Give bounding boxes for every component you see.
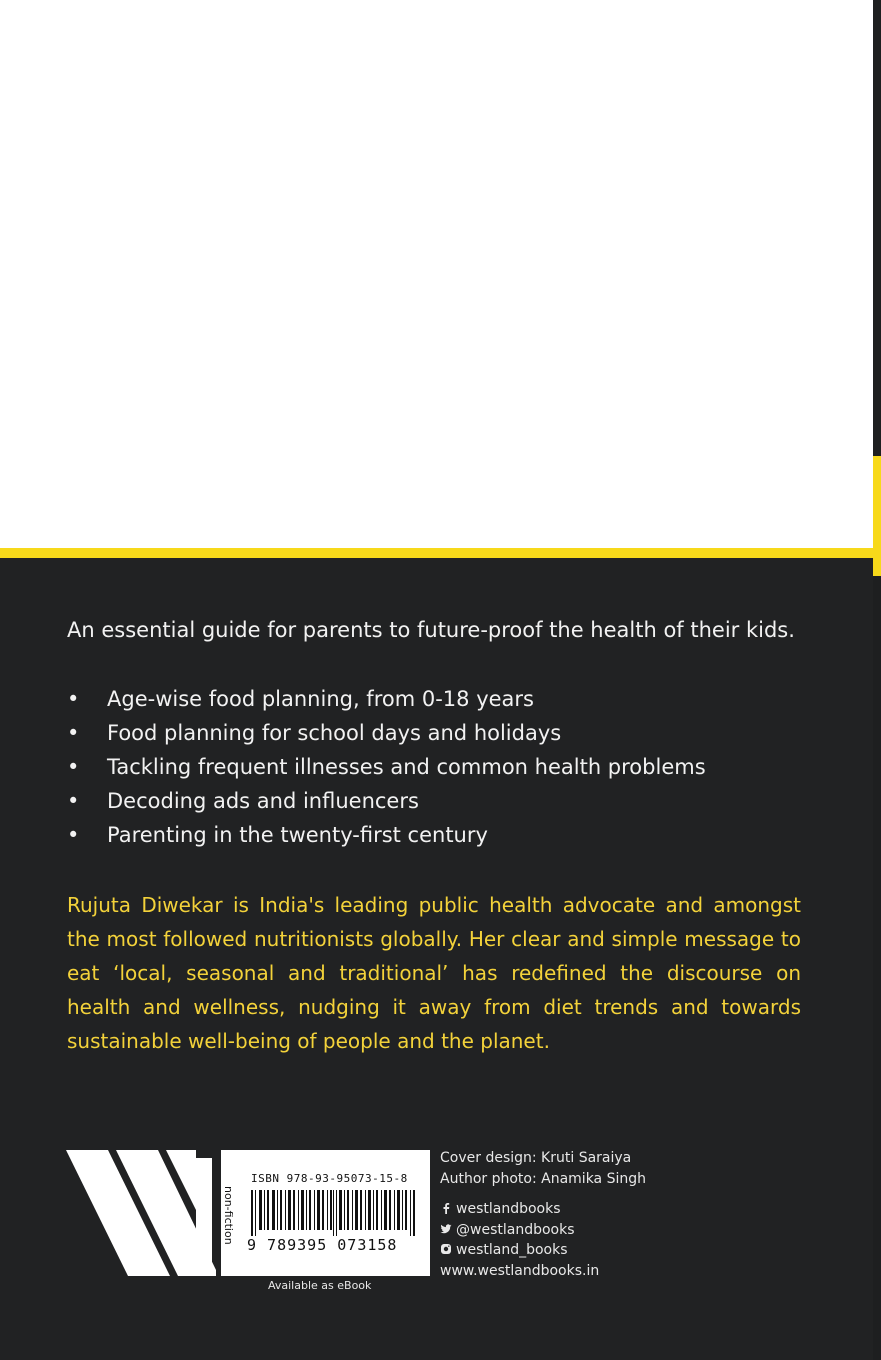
bullet-icon: • bbox=[67, 789, 80, 813]
credits bbox=[440, 1148, 646, 1190]
author-bio: Rujuta Diwekar is India's leading public health advocate and amongst the most followed nutritionists globally. Her clear and simple message to eat ‘local, seasonal and traditional’ has redefined the discourse on health and wellness, nudging it away from diet trends and towards sustainable well-being of people and the planet. bbox=[67, 893, 801, 1053]
cover-design-credit: Cover design: Kruti Saraiya bbox=[440, 1150, 632, 1166]
twitter-icon bbox=[440, 1223, 452, 1235]
author-photo-credit: Author photo: Anamika Singh bbox=[440, 1171, 646, 1187]
genre-label: non-fiction bbox=[222, 1186, 235, 1245]
ean-number: 9 789395 073158 bbox=[247, 1236, 398, 1254]
list-item: • Parenting in the twenty-first century bbox=[67, 820, 706, 854]
isbn-text: ISBN 978-93-95073-15-8 bbox=[251, 1172, 408, 1185]
list-item: • Tackling frequent illnesses and common health problems bbox=[67, 752, 706, 786]
social-links bbox=[440, 1199, 599, 1281]
barcode-bars bbox=[251, 1190, 419, 1236]
twitter-link[interactable]: @westlandbooks bbox=[440, 1220, 599, 1241]
facebook-link[interactable]: westlandbooks bbox=[440, 1199, 599, 1220]
list-item: • Food planning for school days and holidays bbox=[67, 718, 706, 752]
spine-accent bbox=[873, 456, 881, 576]
barcode bbox=[221, 1150, 430, 1276]
bullet-icon: • bbox=[67, 755, 80, 779]
website-link[interactable]: www.westlandbooks.in bbox=[440, 1262, 600, 1279]
bullet-icon: • bbox=[67, 721, 80, 745]
list-item: • Decoding ads and influencers bbox=[67, 786, 706, 820]
tagline: An essential guide for parents to future-proof the health of their kids. bbox=[67, 618, 795, 642]
publisher-block bbox=[66, 1150, 430, 1276]
ebook-note: Available as eBook bbox=[268, 1279, 372, 1292]
bullet-icon: • bbox=[67, 687, 80, 711]
cover-photo-area bbox=[0, 0, 873, 548]
instagram-icon bbox=[440, 1243, 452, 1255]
facebook-icon bbox=[440, 1202, 452, 1214]
list-item: • Age-wise food planning, from 0-18 years bbox=[67, 684, 706, 718]
bullet-icon: • bbox=[67, 823, 80, 847]
accent-band bbox=[0, 548, 873, 558]
westland-logo-icon bbox=[66, 1150, 221, 1276]
instagram-link[interactable]: westland_books bbox=[440, 1240, 599, 1261]
spine-edge bbox=[873, 0, 881, 1360]
feature-list bbox=[67, 684, 706, 854]
